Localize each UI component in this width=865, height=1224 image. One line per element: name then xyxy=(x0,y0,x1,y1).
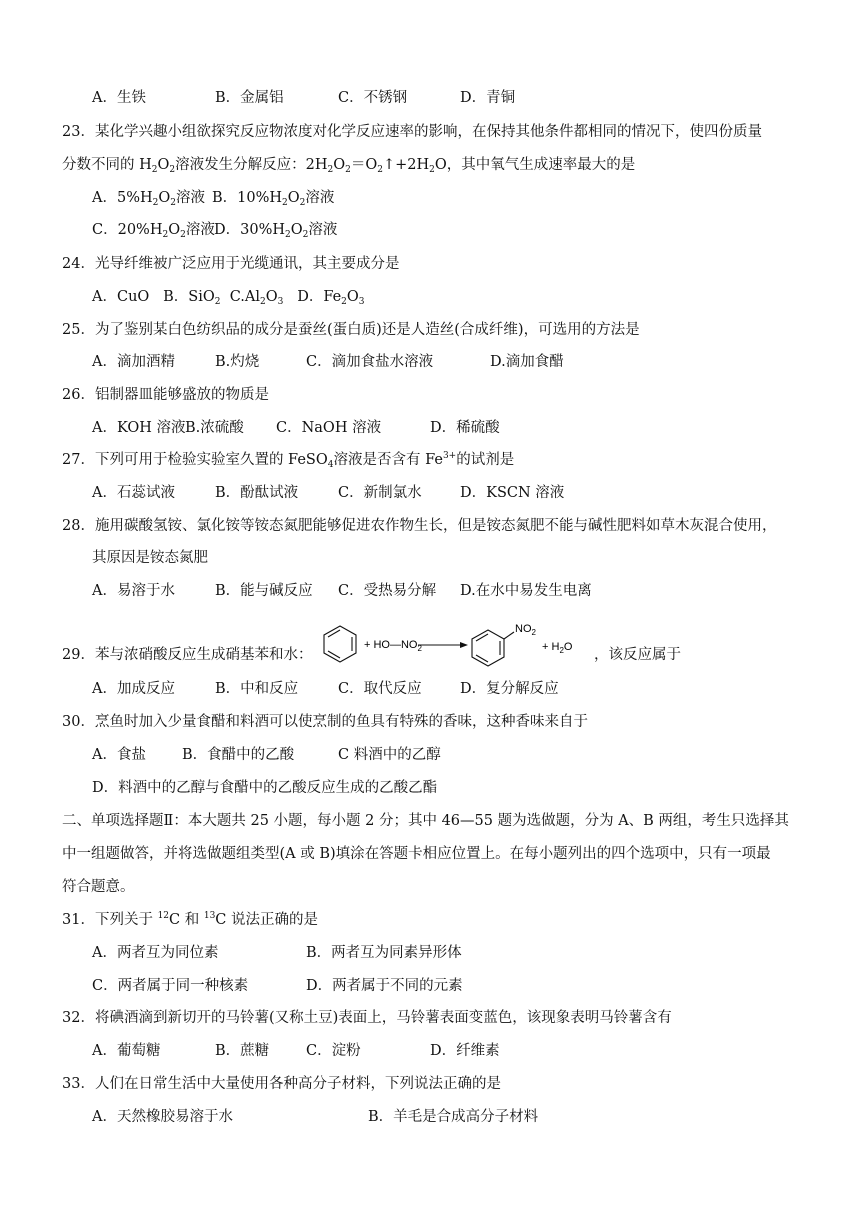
solution: 溶液 xyxy=(305,190,335,206)
q25-option-b: B.灼烧 xyxy=(215,354,260,370)
q28-option-b: B．能与碱反应 xyxy=(215,583,313,599)
benzene-ring-icon xyxy=(324,626,356,662)
stem-c: C 说法正确的是 xyxy=(215,912,318,928)
q24-options xyxy=(92,287,365,307)
q22-option-c: C．不锈钢 xyxy=(338,90,408,106)
sub: 2 xyxy=(180,230,186,240)
q33-stem: 33．人们在日常生活中大量使用各种高分子材料，下列说法正确的是 xyxy=(62,1076,501,1092)
q30-stem: 30．烹鱼时加入少量食醋和料酒可以使烹制的鱼具有特殊的香味，这种香味来自于 xyxy=(62,714,588,730)
stem-b: C 和 xyxy=(169,912,204,928)
stem-a: 27．下列可用于检验实验室久置的 FeSO xyxy=(62,452,328,468)
q31-option-a: A．两者互为同位素 xyxy=(92,945,219,961)
section2-line3: 符合题意。 xyxy=(62,879,135,895)
sub: 2 xyxy=(162,230,169,240)
q28-stem-line1: 28．施用碳酸氢铵、氯化铵等铵态氮肥能够促进农作物生长，但是铵态氮肥不能与碱性肥料如草木灰混合使用， xyxy=(62,518,777,534)
q32-stem: 32．将碘酒滴到新切开的马铃薯(又称土豆)表面上，马铃薯表面变蓝色，该现象表明马铃薯含有 xyxy=(62,1010,672,1026)
sub: 2 xyxy=(282,198,288,208)
section2-line1: 二、单项选择题Ⅱ：本大题共 25 小题，每小题 2 分；其中 46—55 题为选做题，分为 A、B 两组，考生只选择其 xyxy=(62,813,789,829)
sub: 2 xyxy=(345,165,351,175)
q23-option-d xyxy=(214,220,337,240)
q26-option-b: B.浓硫酸 xyxy=(185,420,244,436)
q23-text-c: ↑+2H xyxy=(382,157,430,173)
label: D．30%H xyxy=(214,222,285,238)
sub: 2 xyxy=(302,230,309,240)
q30-option-d: D．料酒中的乙醇与食醋中的乙酸反应生成的乙酸乙酯 xyxy=(92,780,438,796)
q29-option-a: A．加成反应 xyxy=(92,681,175,697)
q23-text-b: 溶液发生分解反应：2H xyxy=(175,157,328,173)
q29-stem-tail: ，该反应属于 xyxy=(594,647,681,663)
q32-option-b: B．蔗糖 xyxy=(215,1043,270,1059)
label: C．20%H xyxy=(92,222,163,238)
stem-b: 溶液是否含有 Fe xyxy=(333,452,443,468)
q22-option-a: A．生铁 xyxy=(92,90,146,106)
q29-option-d: D．复分解反应 xyxy=(460,681,559,697)
q25-option-d: D.滴加食醋 xyxy=(490,354,564,370)
nitration-reaction-scheme xyxy=(318,618,588,688)
q24-stem: 24．光导纤维被广泛应用于光缆通讯，其主要成分是 xyxy=(62,256,400,272)
q29-stem: 29．苯与浓硝酸反应生成硝基苯和水： xyxy=(62,647,313,663)
q26-option-c: C．NaOH 溶液 xyxy=(276,420,382,436)
sub: 2 xyxy=(170,198,176,208)
sup: 12 xyxy=(157,911,170,921)
sup: 3+ xyxy=(442,451,457,461)
q33-option-a: A．天然橡胶易溶于水 xyxy=(92,1109,233,1125)
q27-option-a: A．石蕊试液 xyxy=(92,485,175,501)
q33-option-b: B．羊毛是合成高分子材料 xyxy=(368,1109,539,1125)
q23-option-a xyxy=(92,188,205,208)
sub: 2 xyxy=(151,165,158,175)
q24-option-b: B．SiO$_2$ xyxy=(163,289,221,307)
q24-option-a: A．CuO xyxy=(92,289,150,305)
q25-option-a: A．滴加酒精 xyxy=(92,354,175,370)
sub: 4 xyxy=(327,460,334,470)
solution: 溶液 xyxy=(308,222,338,238)
q27-option-d: D．KSCN 溶液 xyxy=(460,485,565,501)
q32-option-a: A．葡萄糖 xyxy=(92,1043,161,1059)
q23-stem-line2 xyxy=(62,155,635,175)
q25-stem: 25．为了鉴别某白色纺织品的成分是蚕丝(蛋白质)还是人造丝(合成纤维)，可选用的方法是 xyxy=(62,322,640,338)
q28-option-a: A．易溶于水 xyxy=(92,583,175,599)
q23-option-b xyxy=(212,188,334,208)
solution: 溶液 xyxy=(175,190,205,206)
q32-option-c: C．淀粉 xyxy=(306,1043,361,1059)
stem-c: 的试剂是 xyxy=(456,452,515,468)
q27-option-b: B．酚酞试液 xyxy=(215,485,299,501)
sub: 2 xyxy=(377,165,383,175)
sup: 13 xyxy=(203,911,216,921)
sub: 2 xyxy=(299,198,306,208)
q28-option-c: C．受热易分解 xyxy=(338,583,437,599)
nitrobenzene-ring-icon xyxy=(472,630,514,666)
q22-option-b: B．金属铝 xyxy=(215,90,284,106)
reaction-arrow-icon xyxy=(418,642,468,648)
stem-a: 31．下列关于 xyxy=(62,912,158,928)
sub: 2 xyxy=(152,198,159,208)
q30-option-c: C 料酒中的乙醇 xyxy=(338,747,441,763)
q24-option-c: $C.Al_2O_3$ xyxy=(229,289,284,307)
q26-option-a: A．KOH 溶液 xyxy=(92,420,186,436)
q27-option-c: C．新制氯水 xyxy=(338,485,422,501)
q26-option-d: D．稀硫酸 xyxy=(430,420,500,436)
q23-text-d: O，其中氧气生成速率最大的是 xyxy=(434,157,636,173)
solution: 溶液 xyxy=(185,222,215,238)
q31-option-c: C．两者属于同一种核素 xyxy=(92,978,249,994)
q28-option-d: D.在水中易发生电离 xyxy=(460,583,592,599)
q23-stem-line1: 23．某化学兴趣小组欲探究反应物浓度对化学反应速率的影响，在保持其他条件都相同的情况下，使四份质量 xyxy=(62,124,762,140)
q25-option-c: C．滴加食盐水溶液 xyxy=(306,354,434,370)
q31-stem xyxy=(62,910,318,930)
nitro-group-label: $NO_2$ xyxy=(515,623,536,637)
o: O xyxy=(290,222,303,238)
sub: 2 xyxy=(429,165,435,175)
q31-option-b: B．两者互为同素异形体 xyxy=(306,945,462,961)
q27-stem xyxy=(62,450,514,470)
section2-line2: 中一组题做答，并将选做题组类型(A 或 B)填涂在答题卡相应位置上。在每小题列出的四个选项中，只有一项最 xyxy=(62,846,771,862)
q30-option-a: A．食盐 xyxy=(92,747,146,763)
o: O xyxy=(333,157,346,173)
o: O xyxy=(168,222,181,238)
q24-option-d: D．$Fe_2O_3$ xyxy=(297,289,365,307)
q30-option-b: B．食醋中的乙酸 xyxy=(182,747,295,763)
sub: 2 xyxy=(327,165,334,175)
q31-option-d: D．两者属于不同的元素 xyxy=(306,978,463,994)
o: O xyxy=(158,190,171,206)
q23-eq-mid: ＝O xyxy=(350,157,378,173)
q23-text-a: 分数不同的 H xyxy=(62,157,152,173)
water-label: + $H_2O$ xyxy=(542,641,573,655)
q29-option-c: C．取代反应 xyxy=(338,681,422,697)
label: A．5%H xyxy=(92,190,153,206)
sub: 2 xyxy=(169,165,176,175)
q32-option-d: D．纤维素 xyxy=(430,1043,500,1059)
o: O xyxy=(287,190,300,206)
q23-option-c xyxy=(92,220,215,240)
q29-option-b: B．中和反应 xyxy=(215,681,299,697)
sub: 2 xyxy=(285,230,291,240)
o: O xyxy=(157,157,170,173)
q28-stem-line2: 其原因是铵态氮肥 xyxy=(92,550,208,566)
label: B．10%H xyxy=(212,190,283,206)
q22-option-d: D．青铜 xyxy=(460,90,516,106)
nitric-acid-label: + $HO—NO_2$ xyxy=(364,639,422,653)
q26-stem: 26．铝制器皿能够盛放的物质是 xyxy=(62,387,269,403)
